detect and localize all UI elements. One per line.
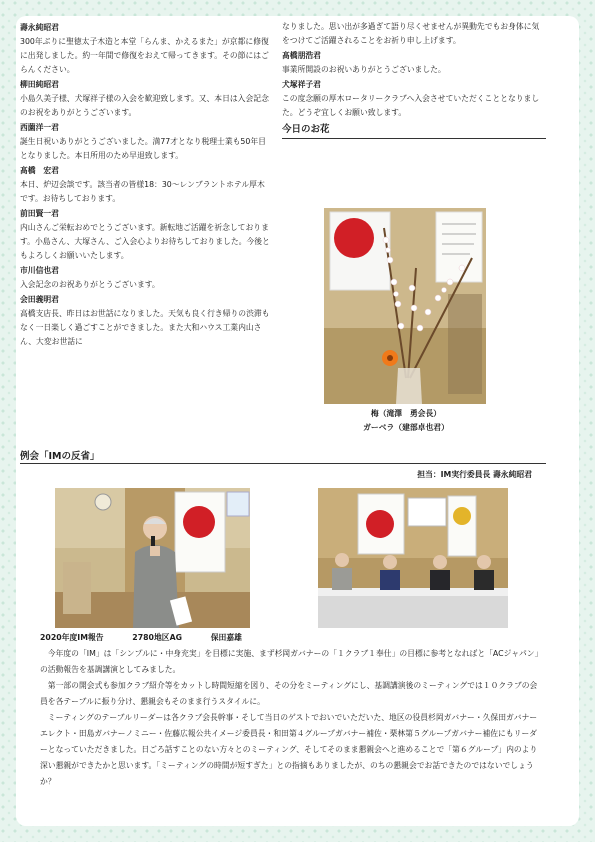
member-message: 本日、炉辺会談です。該当者の皆様18：30〜レンブラントホテル厚木です。お待ちしております。 bbox=[20, 180, 265, 203]
member-name: 会田義明君 bbox=[20, 295, 59, 304]
left-column bbox=[20, 20, 272, 349]
member-message: 入会記念のお祝ありがとうございます。 bbox=[20, 280, 160, 289]
report-paragraph: ミーティングのテーブルリーダーは各クラブ会長幹事・そして当日のゲストでおいでいただいた、地区の役員杉岡ガバナー・久保田ガバナーエレクト・田島ガバナーノミニー・佐藤広報公共イメージ委員長・和田第４グループガバナー補佐・栗林第５グループガバナー補佐にもリーダーとなっていただきました。日ごろ話すことのない方々とのミーティング、そしてそのまま懇親会へと進めることで「第６グループ」内のより深い懇親ができたかと思います。「ミーティングの時間が短すぎた」との指摘もありましたが、のちの懇親会でお話できたのではないでしょうか？ bbox=[40, 713, 538, 786]
member-name: 髙橋朋浩君 bbox=[282, 51, 321, 60]
member-name: 柳田純昭君 bbox=[20, 80, 59, 89]
member-name: 市川信也君 bbox=[20, 266, 59, 275]
member-message: 300年ぶりに聖徳太子木造と本堂「らんま、かえるまた」が京都に修復に出発しました。約一年間で修復をおえて帰ってきます。その節にはごらんください。 bbox=[20, 37, 269, 74]
im-section-heading: 例会「IMの反省」 bbox=[20, 448, 546, 464]
flower-caption-1: 梅（滝澤 勇会長） bbox=[370, 409, 442, 418]
member-name: 髙橋 宏君 bbox=[20, 166, 59, 175]
flower-photo bbox=[324, 208, 486, 404]
member-name: 西薗洋一君 bbox=[20, 123, 59, 132]
member-message: 事業所開設のお祝いありがとうございました。 bbox=[282, 65, 446, 74]
member-message: 小島久美子様、犬塚祥子様の入会を歓迎致します。又、本日は入会記念のお祝をありがとうございます。 bbox=[20, 94, 269, 117]
im-report-body bbox=[40, 646, 540, 790]
member-message: 誕生日祝いありがとうございました。満77才となり税理士業も50年目となりました。本日所用のため早退致します。 bbox=[20, 137, 266, 160]
flower-caption-2: ガーベラ（建部卓也君） bbox=[363, 423, 449, 432]
report-district: 2780地区AG bbox=[132, 633, 183, 642]
panel-photo bbox=[318, 488, 508, 628]
im-credit: 担当：IM実行委員長 壽永純昭君 bbox=[417, 470, 532, 479]
report-header bbox=[40, 632, 268, 643]
member-name: 犬塚祥子君 bbox=[282, 80, 321, 89]
member-name: 前田賢一君 bbox=[20, 209, 59, 218]
member-message: この度念願の厚木ロータリークラブへ入会させていただくこととなりました。どうぞ宜しくお願い致します。 bbox=[282, 94, 540, 117]
member-message: 高橋支店長、昨日はお世話になりました。天気も良く行き帰りの渋滞もなく一日楽しく過ごすことができました。また大和ハウス工業内山さん、大変お世話に bbox=[20, 309, 270, 346]
right-column bbox=[282, 20, 546, 139]
speaker-photo bbox=[55, 488, 250, 628]
report-paragraph: 今年度の「IM」は「シンプルに・中身充実」を目標に実施、まず杉岡ガバナーの「１クラブ１奉仕」の目標に参考となればと「ACジャパン」の活動報告を基調講演としてみました。 bbox=[40, 649, 539, 674]
report-paragraph: 第一部の開会式も参加クラブ紹介等をカットし時間短縮を図り、その分をミーティングにし、基調講演後のミーティングでは１０クラブの会員を各テーブルに振り分け、懇親会もそのまま行うスタイルに。 bbox=[40, 681, 538, 706]
flowers-heading: 今日のお花 bbox=[282, 123, 546, 139]
report-year: 2020年度IM報告 bbox=[40, 633, 104, 642]
message-continuation: なりました。思い出が多過ぎて語り尽くせませんが異動先でもお身体に気をつけてご活躍されることをお祈り申し上げます。 bbox=[282, 22, 540, 45]
report-author: 保田嘉雄 bbox=[210, 633, 242, 642]
member-name: 壽永純昭君 bbox=[20, 23, 59, 32]
member-message: 内山さんご栄転おめでとうございます。新転地ご活躍を祈念しております。小島さん、大塚さん、ご入会心よりお待ちしておりました。今後ともよろしくお願いいたします。 bbox=[20, 223, 270, 260]
